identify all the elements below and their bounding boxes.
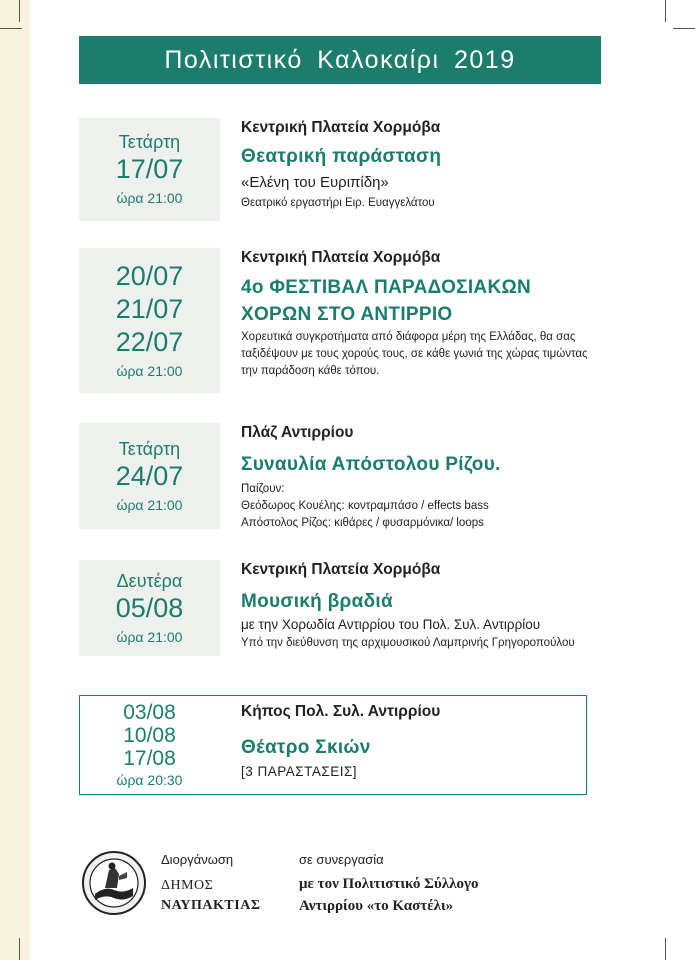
crop-mark [0, 28, 22, 29]
event-venue: Πλάζ Αντιρρίου [241, 424, 354, 441]
event-venue: Κήπος Πολ. Συλ. Αντιρρίου [241, 703, 441, 720]
event-weekday: Δευτέρα [116, 570, 183, 591]
event-venue: Κεντρική Πλατεία Χορμόβα [241, 249, 441, 266]
event-venue: Κεντρική Πλατεία Χορμόβα [241, 561, 441, 578]
date-box [79, 248, 220, 393]
event-date: 05/08 [115, 592, 184, 623]
collaboration-label: σε συνεργασία [299, 852, 384, 867]
page-title: Πολιτιστικό Καλοκαίρι 2019 [79, 36, 601, 84]
footer [79, 848, 639, 928]
event-description: Παίζουν: [241, 483, 285, 495]
event-title: Θεατρική παράσταση [241, 146, 442, 167]
date-box [79, 560, 220, 656]
event-description: ταξιδέψουν με τους χορούς τους, σε κάθε γωνιά της χώρας τιμώντας [241, 348, 588, 360]
crop-mark [665, 0, 666, 22]
event-date: 24/07 [115, 460, 184, 491]
event-title: 4ο ΦΕΣΤΙΒΑΛ ΠΑΡΑΔΟΣΙΑΚΩΝ [241, 277, 532, 298]
event-time: ώρα 21:00 [116, 496, 183, 513]
event-item [79, 560, 639, 660]
event-item [79, 248, 639, 398]
event-date: 03/08 [123, 700, 176, 724]
event-time: ώρα 21:00 [116, 363, 183, 379]
event-description: Χορευτικά συγκροτήματα από διάφορα μέρη της Ελλάδας, θα σας [241, 331, 576, 343]
event-title: Συναυλία Απόστολου Ρίζου. [241, 454, 501, 475]
event-title: ΧΟΡΩΝ ΣΤΟ ΑΝΤΙΡΡΙΟ [241, 304, 453, 325]
date-box [79, 702, 220, 788]
event-time: ώρα 20:30 [116, 771, 183, 788]
crop-mark [665, 938, 666, 960]
organizer-label: Διοργάνωση [161, 852, 234, 867]
event-subtitle: με την Χορωδία Αντιρρίου του Πολ. Συλ. Αντιρρίου [241, 617, 541, 632]
event-weekday: Τετάρτη [118, 132, 181, 152]
event-venue: Κεντρική Πλατεία Χορμόβα [241, 119, 441, 136]
event-date: 22/07 [115, 327, 184, 357]
event-title: Θέατρο Σκιών [241, 737, 371, 758]
page-margin-strip [0, 0, 30, 960]
event-item [79, 118, 639, 228]
event-time: ώρα 21:00 [116, 628, 183, 645]
event-description: Θεόδωρος Κουέλης: κοντραμπάσο / effects bass [241, 500, 489, 512]
crop-mark [673, 28, 695, 29]
event-date: 21/07 [115, 294, 184, 324]
event-description: Υπό την διεύθυνση της αρχιμουσικού Λαμπρινής Γρηγοροπούλου [241, 637, 575, 649]
event-description: την παράδοση κάθε τόπου. [241, 365, 380, 377]
event-date: 10/08 [123, 723, 176, 747]
event-subtitle: [3 ΠΑΡΑΣΤΑΣΕΙΣ] [241, 764, 358, 779]
event-time: ώρα 21:00 [116, 190, 183, 206]
event-description: Απόστολος Ρίζος: κιθάρες / φυσαρμόνικα/ loops [241, 517, 484, 529]
event-details [241, 702, 641, 782]
event-details [241, 423, 641, 532]
collaborator-name: Αντιρρίου «το Καστέλι» [299, 898, 454, 914]
municipality-seal-icon [81, 850, 147, 916]
organizer-name: ΝΑΥΠΑΚΤΙΑΣ [161, 898, 261, 913]
event-description: Θεατρικό εργαστήρι Ειρ. Ευαγγελάτου [241, 197, 435, 209]
collaborator-name: με τον Πολιτιστικό Σύλλογο [299, 876, 479, 892]
date-box [79, 118, 220, 221]
event-subtitle: «Ελένη του Ευριπίδη» [241, 174, 389, 191]
event-item [79, 702, 639, 792]
event-details [241, 118, 641, 212]
crop-mark [19, 0, 20, 22]
event-date: 17/07 [115, 154, 184, 184]
crop-mark [19, 938, 20, 960]
event-date: 17/08 [123, 746, 176, 770]
event-details [241, 560, 641, 652]
event-details [241, 248, 641, 380]
event-item [79, 423, 639, 533]
event-weekday: Τετάρτη [118, 438, 181, 459]
event-title: Μουσική βραδιά [241, 591, 393, 612]
event-date: 20/07 [115, 261, 184, 291]
date-box [79, 423, 220, 529]
organizer-name: ΔΗΜΟΣ [161, 878, 214, 893]
